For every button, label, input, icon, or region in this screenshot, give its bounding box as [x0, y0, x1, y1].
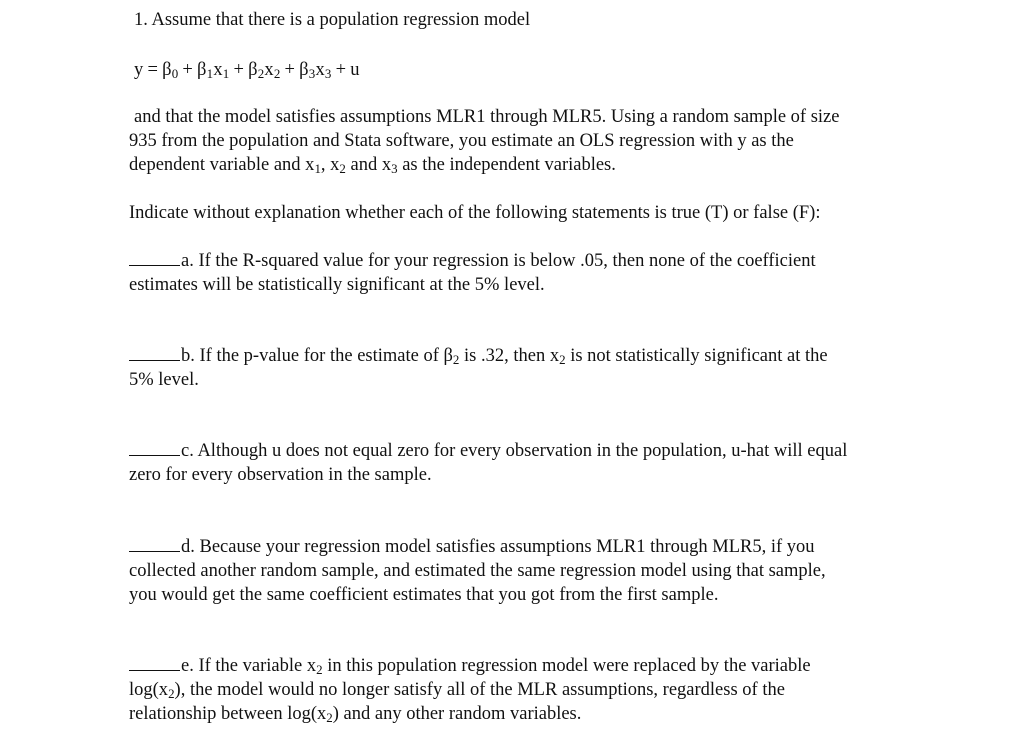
equation-term-2: $\beta_2x_2$ [248, 60, 281, 81]
equation-plus: + [335, 60, 347, 80]
instruction-text: Indicate without explanation whether each of the following statements is true (T) or false (F): [129, 203, 821, 223]
intro-line-3: dependent variable and $x_1$, $x_2$ and $x_3$ as the independent variables. [129, 155, 616, 176]
item-e [129, 654, 811, 678]
equation-plus: + [284, 60, 296, 80]
item-d-line-2: collected another random sample, and estimated the same regression model using that sample, [129, 561, 826, 581]
equation-lhs: y [134, 60, 144, 80]
answer-blank-a[interactable] [129, 249, 180, 266]
question-heading-text: Assume that there is a population regression model [151, 10, 531, 30]
question-heading [134, 8, 530, 32]
item-c [129, 439, 847, 463]
item-e-text: e. If the variable $x_2$ in this population regression model were replaced by the variable [181, 656, 811, 677]
regression-equation [134, 58, 360, 82]
intro-line-1: and that the model satisfies assumptions MLR1 through MLR5. Using a random sample of size [134, 107, 840, 127]
equation-term-0: $\beta_0$ [162, 60, 179, 81]
item-a-line-2: estimates will be statistically significant at the 5% level. [129, 275, 545, 295]
item-b-text: b. If the p-value for the estimate of $\beta_2$ is .32, then $x_2$ is not statistically significant at the [181, 346, 828, 367]
item-d [129, 535, 815, 559]
intro-line-2: 935 from the population and Stata software, you estimate an OLS regression with y as the [129, 131, 794, 151]
equation-term-3: $\beta_3x_3$ [299, 60, 332, 81]
answer-blank-e[interactable] [129, 654, 180, 671]
item-d-line-3: you would get the same coefficient estimates that you got from the first sample. [129, 585, 719, 605]
equation-plus: + [233, 60, 245, 80]
item-e-line-2: $\log(x_2)$, the model would no longer satisfy all of the MLR assumptions, regardless of the [129, 680, 785, 701]
equation-equals: = [147, 60, 159, 80]
question-number: 1. [134, 10, 148, 30]
answer-blank-b[interactable] [129, 344, 180, 361]
item-e-line-3: relationship between $\log(x_2)$ and any other random variables. [129, 704, 582, 725]
equation-plus: + [182, 60, 194, 80]
item-a-text: a. If the R-squared value for your regression is below .05, then none of the coefficient [181, 251, 816, 271]
answer-blank-d[interactable] [129, 535, 180, 552]
item-c-line-2: zero for every observation in the sample. [129, 465, 432, 485]
equation-error-term: u [350, 60, 360, 80]
item-d-text: d. Because your regression model satisfies assumptions MLR1 through MLR5, if you [181, 537, 815, 557]
item-b [129, 344, 828, 368]
equation-term-1: $\beta_1x_1$ [197, 60, 230, 81]
item-a [129, 249, 816, 273]
answer-blank-c[interactable] [129, 439, 180, 456]
item-c-text: c. Although u does not equal zero for every observation in the population, u-hat will equal [181, 441, 848, 461]
item-b-line-2: 5% level. [129, 370, 199, 390]
